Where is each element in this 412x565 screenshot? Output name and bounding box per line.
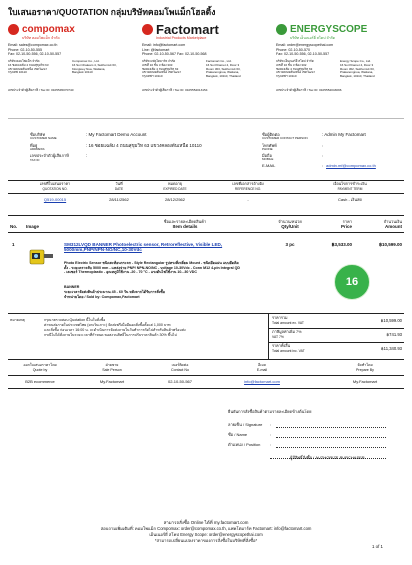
sales-value: 02-10-50-567 xyxy=(167,379,193,384)
company-address-en: Factomart Co., Ltd. 16 Soi Khamet 4, Floor 3 Room 303, Sukhumvit 63, Prakanongnua, Wattana, Bangkok, 10110, Thailand xyxy=(206,59,241,79)
footer-line-3: เอ็นเนอร์ยี่ สโคป Energy Scope: order@energyscopethai.com xyxy=(149,532,263,537)
count-badge-value: 16 xyxy=(345,276,359,288)
divider xyxy=(8,359,404,360)
remarks-line: และสั่งซื้อ ก่อนเวลา 16:00 น. จะดำเนินการจัดส่งภายในวันทำการถัดไปสำหรับสินค้าพร้อมส่ง xyxy=(44,328,186,332)
phone-label: โทรศัพท์ xyxy=(262,143,277,148)
approval-intro: ยืนยันการสั่งซื้อสินค้าตามรายละเอียดข้างต้นโดย xyxy=(228,409,312,414)
email-label: E-MAIL xyxy=(262,163,276,168)
signature-label: ลายเซ็น / Signature xyxy=(228,422,263,427)
email-colon: : xyxy=(322,163,324,168)
divider xyxy=(8,118,404,119)
remarks-line: ค่าขนส่งภายในประเทศไทย (ยกเว้นเกาะ) จัดส่งฟรีเมื่อมียอดสั่งซื้อตั้งแต่ 1,000 บาท xyxy=(44,323,171,327)
company-logo: compomax xyxy=(22,24,75,35)
customer-address-value: : 16 ซอยแฉล้ม 4 ถนนสุขุมวิท 63 แขวงคลองตันเหนือ 10110 xyxy=(86,143,202,148)
item-amount: ฿10,599.00 xyxy=(379,242,402,247)
signature-field[interactable] xyxy=(276,427,386,428)
item-no: 1 xyxy=(12,242,15,247)
divider xyxy=(268,342,404,343)
company-contact-line: Email: sales@compomax.co.th xyxy=(8,43,58,47)
contact-label: ชื่อผู้ติดต่อ xyxy=(262,132,280,137)
customer-name-sub: CUSTOMER NAME xyxy=(30,136,57,140)
sales-value: My.Factomart xyxy=(99,379,125,384)
contact-sub: CUSTOMER CONTACT PERSON xyxy=(262,136,308,140)
company-tax-id: เลขประจำตัวผู้เสียภาษี / Tax ID: 0105554013154 xyxy=(142,88,208,92)
divider xyxy=(268,328,404,329)
sales-column-header: จัดทำโดย xyxy=(357,363,373,367)
col-details-header: Item details xyxy=(172,224,198,229)
sales-column-header: อีเมล xyxy=(258,363,266,367)
meta-column-header: วันที่ xyxy=(115,182,123,186)
total-label: ภาษีมูลค่าเพิ่ม 7% xyxy=(272,330,302,334)
name-field[interactable] xyxy=(276,437,386,438)
remarks-label: หมายเหตุ xyxy=(10,318,25,322)
divider xyxy=(8,180,404,181)
meta-value: 28/12/2562 xyxy=(164,197,186,202)
customer-address-label: ที่อยู่ xyxy=(30,143,38,148)
footer-line-1: สามารถสั่งซื้อ Online ได้ที่ my.factomart.com xyxy=(163,520,249,525)
total-label: ราคาทั้งสิ้น xyxy=(272,344,291,348)
col-price-header-th: ราคา xyxy=(342,219,352,224)
item-brand: BANNER xyxy=(64,285,80,289)
company-contact-line: Phone: 02-10-50-567 Fax: 02-10-50-568 xyxy=(142,52,207,56)
meta-column-header: หมดอายุ xyxy=(167,182,183,186)
page-number: 1 of 1 xyxy=(372,544,383,549)
col-image-header: Image xyxy=(26,224,40,229)
customer-tax-sub: TAX ID xyxy=(30,158,40,162)
company-logo-icon xyxy=(142,24,153,35)
company-address-th: บริษัท แฟคโตมาร์ท จำกัด เลขที่ 16 ชั้น 3 ห้อง 303 ซอยแฉล้ม 4 ถนนสุขุมวิท 63 แขวงคลองตันเหนือ เขตวัฒนา กรุงเทพฯ 10110 xyxy=(142,59,182,79)
total-label-en: Total amount inc. VAT xyxy=(272,349,305,353)
company-address-en: Compomax Co., Ltd. 16 Soi Chaleam 4, Sukhumvit 63, Klongtoey Nua, Wattana, Bangkok 10110 xyxy=(72,59,117,75)
company-logo-icon xyxy=(8,24,19,35)
sales-column-header: เบอร์ติดต่อ xyxy=(171,363,189,367)
col-amount-header: Amount xyxy=(385,224,402,229)
sales-email-link[interactable]: info@factomart.com xyxy=(244,379,280,384)
divider xyxy=(8,313,404,314)
sales-value: My.Factomart xyxy=(352,379,378,384)
item-description: Photo Electric Sensor ชนิดสะท้อนกระจก - Style Rectangular รูปทรงสี่เหลี่ยม Mount - ชนิดยึดแผ่น แบบยึดติดตั้ง - ระยะตรวจจับ 5000 mm - แหล่งจ่าย PNP/ NPN-NO/NC - voltage 10-30Vdc - Conn M12 4-pin Integral QD - เลเซอร์ Thermoplastic - อุณหภูมิใช้งาน -20 - 70 °C - แรงดันไฟใช้งาน 10...30 VDC xyxy=(64,261,241,275)
meta-value: 28/11/2562 xyxy=(109,197,129,202)
phone-value: : xyxy=(322,143,324,148)
col-amount-header-th: จำนวนเงิน xyxy=(383,219,402,224)
meta-column-header: EXPIRED DATE xyxy=(163,187,187,191)
col-qty-header: Qty/Unit xyxy=(281,224,299,229)
page-title: ใบเสนอราคา/QUOTATION กลุ่มบริษัทคอมโพแม็กโฮลดิ้ง xyxy=(8,7,216,17)
company-block xyxy=(142,22,272,116)
meta-value: - xyxy=(247,197,249,202)
divider xyxy=(268,313,269,359)
quotation-page: ใบเสนอราคา/QUOTATION กลุ่มบริษัทคอมโพแม็กโฮลดิ้ง compomax บริษัท คอมโพแม็ก จำกัด Email: sales@compomax.co.th Phone: 02-10-50-555 Fax: 02-10-50-556, 02-10-50-557 บริษัท คอมโพแม็ก จำกัด 16 ซอยแฉล้ม 4 ถนนสุขุมวิท 63 แขวงคลองตันเหนือ เขตวัฒนา กรุงเทพ 10110 Compomax Co., Ltd. 16 Soi Chaleam 4, Sukhumvit 63, Klongtoey Nua, Wattana, Bangkok 10110 เลขประจำตัวผู้เสียภาษี / Tax ID: 0105545070740 Factomart Industrial Products Marketplace Email: info@factomart.com Line: @factomart Phone: 02-10-50-567 Fax: 02-10-50-568 บริษัท แฟคโตมาร์ท จำกัด เลขที่ 16 ชั้น 3 ห้อง 303 ซอยแฉล้ม 4 ถนนสุขุมวิท 63 แขวงคลองตันเหนือ เขตวัฒนา กรุงเทพฯ 10110 Factomart Co., Ltd. 16 Soi Khamet 4, Floor 3 Room 303, Sukhumvit 63, Prakanongnua, Wattana, Bangkok, 10110, Thailand เลขประจำตัวผู้เสียภาษี / Tax ID: 0105554013154 ENERGYSCOPE บริษัท เอ็นเนอร์ยี่ สโคป จำกัด Email: order@energyscopethai.com Phone: 02-10-50-570 Fax: 02-10-50-556, 02-10-50-557 บริษัท เอ็นเนอร์ยี่ สโคป จำกัด เลขที่ 16 ชั้น 3 ห้อง 302 ซอยแฉล้ม 4 ถนนสุขุมวิท 63 แขวงคลองตันเหนือ เขตวัฒนา กรุงเทพฯ 10110 Energy Scope Co., Ltd. 16 Soi Khamet 4, Floor 3 Room 302, Sukhumvit 63, Prakanongnua, Wattana, Bangkok, 10110, Thailand เลขประจำตัวผู้เสียภาษี / Tax ID: 0105554043096 ชื่อบริษัท CUSTOMER NAME : My Factomart Demo Account ที่อยู่ ADDRESS : 16 ซอยแฉล้ม 4 ถนนสุขุมวิท 63 แขวงคลองตันเหนือ 10110 เลขประจำตัวผู้เสียภาษี TAX ID : ชื่อผู้ติดต่อ CUSTOMER CONTACT PERSON : Admin My Factomart โทรศัพท์ PHONE : มือถือ MOBILE : E-MAIL : admin.mf@compomax.co.th เลขที่ใบเสนอราคา QUOTATION NO. วันที่ DATE หมดอายุ EXPIRED DATE เลขที่เอกสารอ้างอิง REFERENCE NO. เงื่อนไขการชำระเงิน PAYMENT TERM Q519-00015 28/11/2562 28/12/2562 - Cash - เงินสด No. Image ชื่อและรายละเอียดสินค้า Item details จำนวน/หน่วย Qty/Unit ราคา Price จำนวนเงิน Amount 1 SM312LVQD BANNER Photoelectric sensor, Retroreflective, Visible LED, 5000mm,PNP/NPN-NO/NC,10-30Vdc Photo Electric Sensor ชนิดสะท้อนกระจก - Style Rectangular รูปทรงสี่เหลี่ยม Mount - ชนิดยึดแผ่น แบบยึดติดตั้ง - ระยะตรวจจับ 5000 mm - แหล่งจ่าย PNP/ NPN-NO/NC - voltage 10-30Vdc - Conn M12 4-pin Integral QD - เลเซอร์ Thermoplastic - อุณหภูมิใช้งาน -20 - 70 °C - แรงดันไฟใช้งาน 10...30 VDC BANNER ระยะเวลาจัดส่งสินค้าประมาณ 45 - 60 วัน หลังจากได้รับการสั่งซื้อ จำหน่ายโดย / Sold by: Compomax,Factomart 3 pc ฿3,533.00 ฿10,599.00 16 หมายเหตุ กรุณาตรวจสอบ Quotation นี้ในใบสั่งซื้อ ค่าขนส่งภายในประเทศไทย (ยกเว้นเกาะ) จัดส่งฟรีเมื่อมียอดสั่งซื้อตั้งแต่ 1,000 บาท และสั่งซื้อ ก่อนเวลา 16:00 น. จะดำเนินการจัดส่งภายในวันทำการถัดไปสำหรับสินค้าพร้อมส่ง กรณีไม่ได้สั่งภายในระยะเวลาที่กำหนด ขอสงวนสิทธิ์ในการปรับราคาสินค้า 30% ขึ้นไป ราคารวม Total amount ex. VAT ฿10,599.00 ภาษีมูลค่าเพิ่ม 7% VAT 7% ฿741.93 ราคาทั้งสิ้น Total amount inc. VAT ฿11,340.93 ออกใบเสนอราคาโดย Quote by ฝ่ายขาย Sale Person เบอร์ติดต่อ Contact No อีเมล E-mail จัดทำโดย Prepare By B2B ecommerce My.Factomart 02-10-50-567 info@factomart.com My.Factomart ยืนยันการสั่งซื้อสินค้าตามรายละเอียดข้างต้นโดย ลายเซ็น / Signature : ชื่อ / Name : ตำแหน่ง / Position : ผู้มีสิทธิ์สั่งซื้อ / AUTHORIZE PURCHASER สามารถสั่งซื้อ Online ได้ที่ my.factomart.com สอบถามเพิ่มเติมที่: คอมโพแม็ก Compomax: order@compomax.co.th, แฟคโตมาร์ท Factomart: info@factomart.com เอ็นเนอร์ยี่ สโคป Energy Scope: order@energyscopethai.com *สามารถเปลี่ยนแปลงราคาของการสั่งซื้อในบริษัทที่สั่งซื้อ* 1 of 1 xyxy=(0,0,412,565)
meta-value: Cash - เงินสด xyxy=(338,197,362,202)
company-contact-line: Email: info@factomart.com xyxy=(142,43,186,47)
item-seller: จำหน่ายโดย / Sold by: Compomax,Factomart xyxy=(64,295,140,299)
total-label: ราคารวม xyxy=(272,316,288,320)
company-tax-id: เลขประจำตัวผู้เสียภาษี / Tax ID: 0105554043096 xyxy=(276,88,342,92)
meta-column-header: DATE xyxy=(114,187,124,191)
company-logo-subtitle: Industrial Products Marketplace xyxy=(156,36,207,40)
footer-line-2: สอบถามเพิ่มเติมที่: คอมโพแม็ก Compomax: order@compomax.co.th, แฟคโตมาร์ท Factomart: info@factomart.com xyxy=(100,526,312,531)
col-details-header-th: ชื่อและรายละเอียดสินค้า xyxy=(163,219,207,224)
sales-column-header: ออกใบเสนอราคาโดย xyxy=(23,363,57,367)
divider xyxy=(8,375,404,376)
col-no-header: No. xyxy=(10,224,18,229)
mobile-label: มือถือ xyxy=(262,153,272,158)
meta-column-header: เลขที่เอกสารอ้างอิง xyxy=(232,182,264,186)
col-qty-header-th: จำนวน/หน่วย xyxy=(278,219,302,224)
item-qty: 3 pc xyxy=(285,242,295,247)
divider xyxy=(8,215,404,216)
customer-tax-label: เลขประจำตัวผู้เสียภาษี xyxy=(30,153,69,158)
col-price-header: Price xyxy=(340,224,352,229)
sales-value: B2B ecommerce xyxy=(25,379,55,384)
meta-column-header: เงื่อนไขการชำระเงิน xyxy=(333,182,367,186)
divider xyxy=(8,193,404,194)
company-tax-id: เลขประจำตัวผู้เสียภาษี / Tax ID: 0105545070740 xyxy=(8,88,74,92)
company-block xyxy=(8,22,138,116)
mobile-value: : xyxy=(322,153,324,158)
count-badge xyxy=(334,264,370,300)
company-logo-subtitle: บริษัท เอ็นเนอร์ยี่ สโคป จำกัด xyxy=(290,36,336,40)
customer-tax-value: : xyxy=(86,153,88,158)
sales-column-header: Sale Person xyxy=(102,368,122,372)
quotation-number-link[interactable]: Q519-00015 xyxy=(43,197,67,202)
company-contact-line: Fax: 02-10-50-556, 02-10-50-557 xyxy=(8,52,62,56)
customer-name-label: ชื่อบริษัท xyxy=(30,132,46,137)
divider xyxy=(8,232,404,233)
customer-address-sub: ADDRESS xyxy=(30,147,45,151)
meta-column-header: PAYMENT TERM xyxy=(337,187,363,191)
company-contact-line: Line: @factomart xyxy=(142,47,170,52)
company-logo-icon xyxy=(276,24,287,35)
sales-column-header: E-mail xyxy=(256,368,268,372)
company-logo: Factomart xyxy=(156,22,219,37)
meta-column-header: REFERENCE NO. xyxy=(234,187,262,191)
item-delivery: ระยะเวลาจัดส่งสินค้าประมาณ 45 - 60 วัน หลังจากได้รับการสั่งซื้อ xyxy=(64,290,165,294)
remarks-line: กรณีไม่ได้สั่งภายในระยะเวลาที่กำหนด ขอสงวนสิทธิ์ในการปรับราคาสินค้า 30% ขึ้นไป xyxy=(44,333,177,337)
sales-column-header: Contact No xyxy=(171,368,189,372)
company-address-th: บริษัท คอมโพแม็ก จำกัด 16 ซอยแฉล้ม 4 ถนนสุขุมวิท 63 แขวงคลองตันเหนือ เขตวัฒนา กรุงเทพ 10110 xyxy=(8,59,49,75)
meta-column-header: QUOTATION NO. xyxy=(42,187,68,191)
meta-column-header: เลขที่ใบเสนอราคา xyxy=(39,182,71,186)
company-address-en: Energy Scope Co., Ltd. 16 Soi Khamet 4, Floor 3 Room 302, Sukhumvit 63, Prakanongnua, Wattana, Bangkok, 10110, Thailand xyxy=(340,59,375,79)
total-label-en: VAT 7% xyxy=(272,335,284,339)
name-label: ชื่อ / Name xyxy=(228,432,248,437)
mobile-sub: MOBILE xyxy=(262,157,274,161)
total-value: ฿741.93 xyxy=(386,332,402,337)
footer-line-4: *สามารถเปลี่ยนแปลงราคาของการสั่งซื้อในบริษัทที่สั่งซื้อ* xyxy=(154,538,258,543)
company-address-th: บริษัท เอ็นเนอร์ยี่ สโคป จำกัด เลขที่ 16 ชั้น 3 ห้อง 302 ซอยแฉล้ม 4 ถนนสุขุมวิท 63 แขวงคลองตันเหนือ เขตวัฒนา กรุงเทพฯ 10110 xyxy=(276,59,316,79)
company-contact-line: Phone: 02-10-50-570 xyxy=(276,47,310,52)
sales-column-header: Quote by xyxy=(32,368,48,372)
company-logo-subtitle: บริษัท คอมโพแม็ก จำกัด xyxy=(22,36,60,40)
company-contact-line: Phone: 02-10-50-555 xyxy=(8,47,42,52)
company-logo: ENERGYSCOPE xyxy=(290,24,368,35)
sales-column-header: ฝ่ายขาย xyxy=(105,363,119,367)
phone-sub: PHONE xyxy=(262,147,273,151)
contact-value: : Admin My Factomart xyxy=(322,132,366,137)
customer-email-link[interactable]: admin.mf@compomax.co.th xyxy=(326,163,376,168)
company-contact-line: Fax: 02-10-50-556, 02-10-50-557 xyxy=(276,52,330,56)
item-price: ฿3,533.00 xyxy=(331,242,352,247)
total-value: ฿10,599.00 xyxy=(380,318,402,323)
company-block xyxy=(276,22,406,116)
position-field[interactable] xyxy=(276,447,386,448)
divider xyxy=(8,388,404,389)
remarks-line: กรุณาตรวจสอบ Quotation นี้ในใบสั่งซื้อ xyxy=(44,318,106,322)
total-label-en: Total amount ex. VAT xyxy=(272,321,304,325)
total-value: ฿11,340.93 xyxy=(381,346,402,351)
customer-name-value: : My Factomart Demo Account xyxy=(86,132,147,137)
item-title-link[interactable]: SM312LVQD BANNER Photoelectric sensor, Retroreflective, Visible LED, 5000mm,PNP/NPN-NO/NC,10-30Vdc xyxy=(64,242,223,253)
company-contact-line: Email: order@energyscopethai.com xyxy=(276,43,334,47)
sales-column-header: Prepare By xyxy=(356,368,374,372)
authorize-label: ผู้มีสิทธิ์สั่งซื้อ / AUTHORIZE PURCHASER xyxy=(290,455,365,460)
position-label: ตำแหน่ง / Position xyxy=(228,442,261,447)
product-image xyxy=(26,244,56,268)
